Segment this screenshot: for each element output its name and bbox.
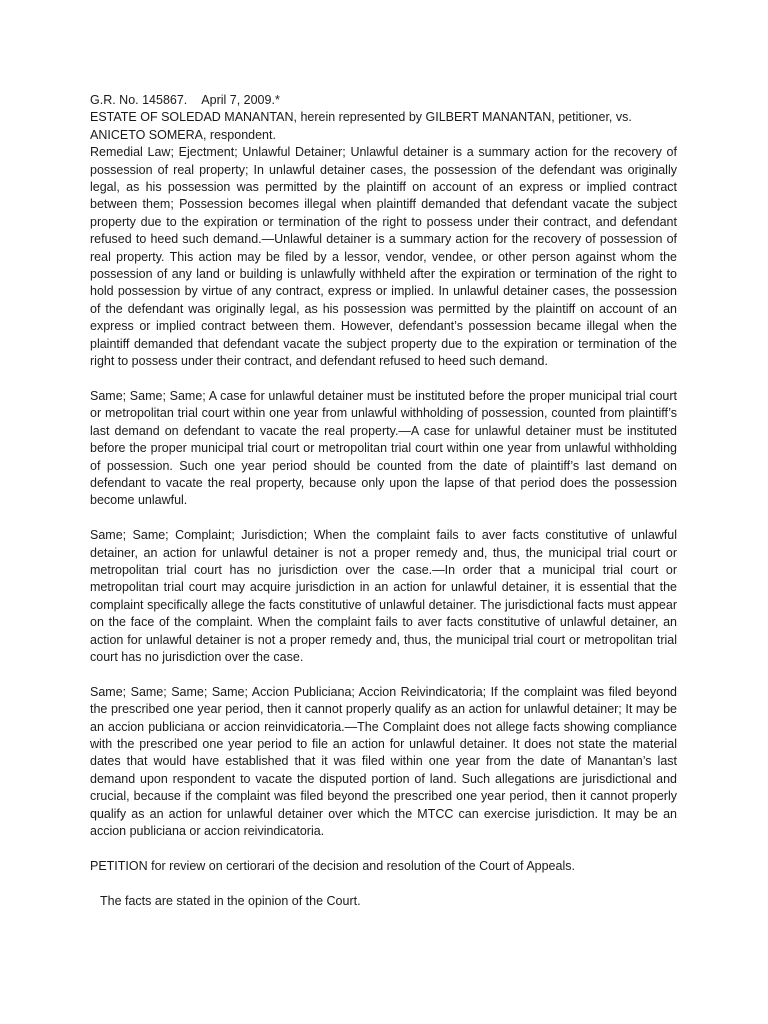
gr-number: G.R. No. 145867. xyxy=(90,93,188,107)
facts-line: The facts are stated in the opinion of the Court. xyxy=(100,893,361,908)
decision-date: April 7, 2009.* xyxy=(201,93,280,107)
document-page xyxy=(90,92,677,910)
petition-line: PETITION for review on certiorari of the decision and resolution of the Court of Appeals. xyxy=(90,858,575,873)
syllabus-paragraph-3: Same; Same; Complaint; Jurisdiction; When the complaint fails to aver facts constitutive of unlawful detainer, an action for unlawful detainer is not a proper remedy and, thus, the municipal trial court or metropolitan trial court has no jurisdiction over the case.—In order that a municipal trial court or metropolitan trial court may acquire jurisdiction in an action for unlawful detainer, it is essential that the complaint specifically allege the facts constitutive of unlawful detainer. The jurisdictional facts must appear on the face of the complaint. When the complaint fails to aver facts constitutive of unlawful detainer, an action for unlawful detainer is not a proper remedy and, thus, the municipal trial court or metropolitan trial court has no jurisdiction over the case. xyxy=(90,528,677,664)
syllabus-paragraph-4: Same; Same; Same; Same; Accion Publiciana; Accion Reivindicatoria; If the complaint was filed beyond the prescribed one year period, then it cannot properly qualify as an action for unlawful detainer; It may be an accion publiciana or accion reinvidicatoria.—The Complaint does not allege facts showing compliance with the prescribed one year period to file an action for unlawful detainer. It does not state the material dates that would have established that it was filed within one year from the date of Manantan’s last demand upon respondent to vacate the disputed portion of land. Such allegations are jurisdictional and crucial, because if the complaint was filed beyond the prescribed one year period, then it cannot properly qualify as an action for unlawful detainer over which the MTCC can exercise jurisdiction. It may be an accion publiciana or accion reivindicatoria. xyxy=(90,684,677,839)
case-parties: ESTATE OF SOLEDAD MANANTAN, herein represented by GILBERT MANANTAN, petitioner, vs. ANICETO SOMERA, respondent. xyxy=(90,110,632,142)
case-number-line xyxy=(90,92,677,109)
syllabus-paragraph-2: Same; Same; Same; A case for unlawful detainer must be instituted before the proper municipal trial court or metropolitan trial court within one year from unlawful withholding of possession, counted from plaintiff’s last demand on defendant to vacate the real property.—A case for unlawful detainer must be instituted before the proper municipal trial court or metropolitan trial court within one year from unlawful withholding of possession. Such one year period should be counted from the date of plaintiff’s last demand on defendant to vacate the real property, because only upon the lapse of that period does the possession become unlawful. xyxy=(90,388,677,508)
syllabus-paragraph-1: Remedial Law; Ejectment; Unlawful Detainer; Unlawful detainer is a summary action for the recovery of possession of real property; In unlawful detainer cases, the possession of the defendant was originally legal, as his possession was permitted by the plaintiff on account of an express or implied contract between them; Possession becomes illegal when plaintiff demanded that defendant vacate the subject property due to the expiration or termination of the right to possess under their contract, and defendant refused to heed such demand.—Unlawful detainer is a summary action for the recovery of possession of real property. This action may be filed by a lessor, vendor, vendee, or other person against whom the possession of any land or building is unlawfully withheld after the expiration or termination of the right to hold possession by virtue of any contract, express or implied. In unlawful detainer cases, the possession of the defendant was originally legal, as his possession was permitted by the plaintiff on account of an express or implied contract between them. However, defendant’s possession became illegal when the plaintiff demanded that defendant vacate the subject property due to the expiration or termination of the right to possess under their contract, and defendant refused to heed such demand. xyxy=(90,145,677,369)
